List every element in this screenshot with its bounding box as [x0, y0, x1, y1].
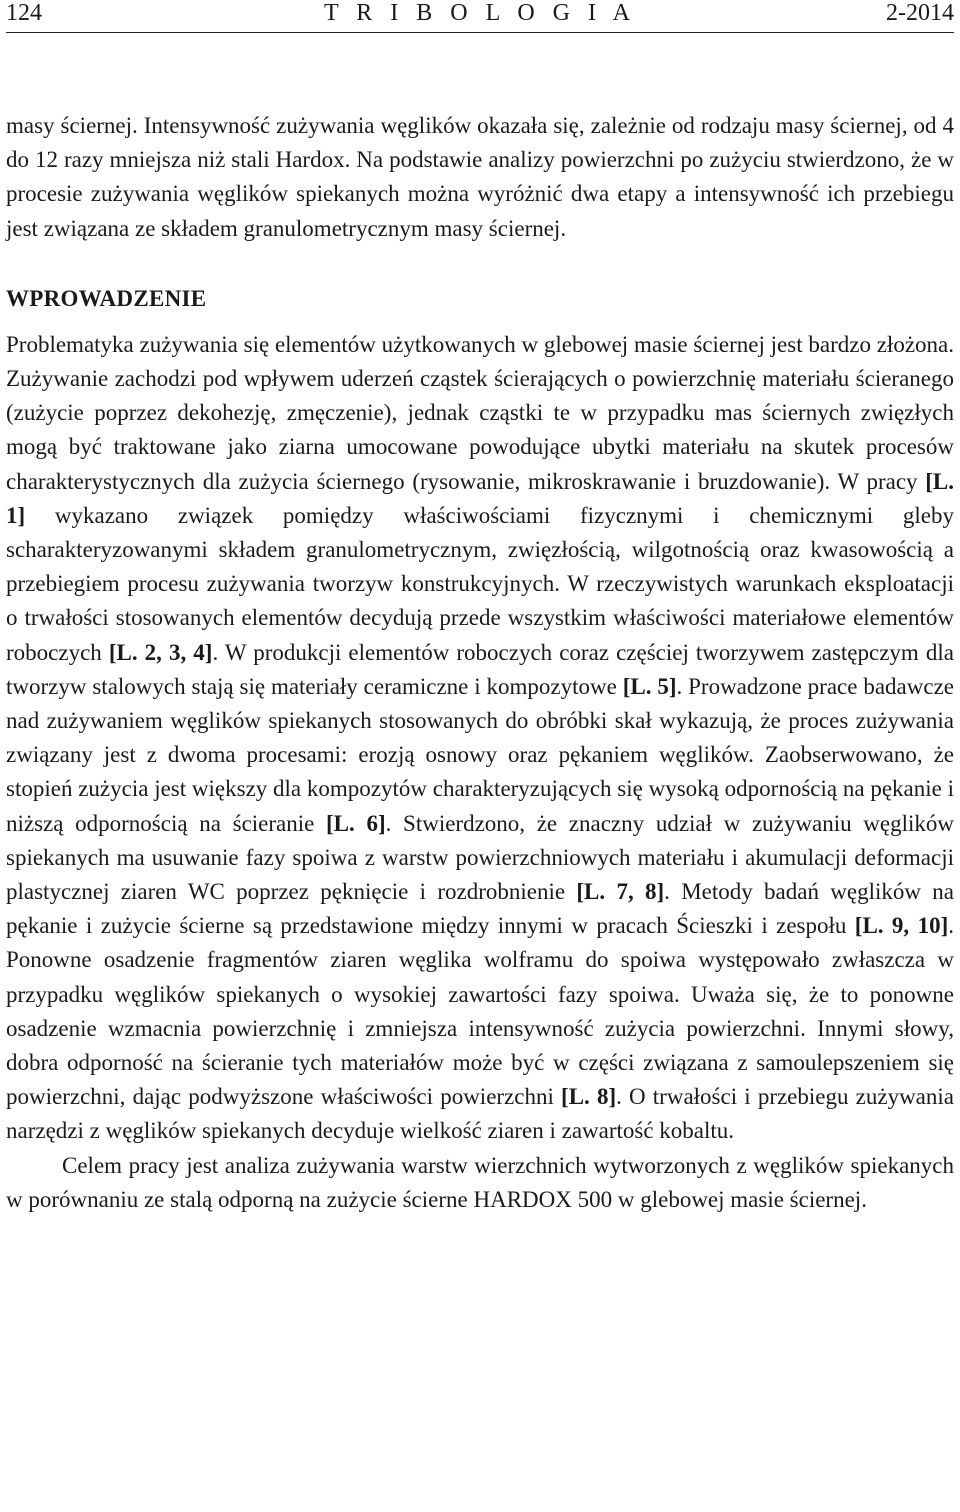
reference-citation: [L. 9, 10]	[854, 913, 949, 939]
issue-number: 2-2014	[886, 0, 954, 26]
main-paragraph	[6, 328, 954, 1149]
page-number: 124	[6, 0, 42, 26]
document-page	[6, 0, 954, 1217]
text-segment: Problematyka zużywania się elementów użytkowanych w glebowej masie ściernej jest bardzo złożona. Zużywanie zachodzi pod wpływem uderzeń cząstek ścierających o powierzchnię materiału ścieranego (zużycie poprzez dekohezję, zmęczenie), jednak cząstki te w przypadku mas ściernych zwięzłych mogą być traktowane jako ziarna umocowane powodujące ubytki materiału na skutek procesów charakterystycznych dla zużycia ściernego (rysowanie, mikroskrawanie i bruzdowanie). W pracy	[6, 331, 954, 494]
text-segment: . Stwierdzono, że znaczny udział w zużywaniu węglików spiekanych ma usuwanie fazy spoiwa z warstw powierzchniowych materiału i akumulacji deformacji plastycznej ziaren WC poprzez pęknięcie i rozdrobnienie	[6, 810, 954, 905]
text-segment: . Prowadzone prace badawcze nad zużywaniem węglików spiekanych stosowanych do obróbki skał wykazują, że proces zużywania związany jest z dwoma procesami: erozją osnowy oraz pękaniem węglików. Zaobserwowano, że stopień zużycia jest większy dla kompozytów charakteryzujących się wysoką odpornością na pękanie i niższą odpornością na ścieranie	[6, 673, 954, 836]
text-segment: . Ponowne osadzenie fragmentów ziaren węglika wolframu do spoiwa występowało zwłaszcza w przypadku węglików spiekanych o wysokiej zawartości fazy spoiwa. Uważa się, że to ponowne osadzenie wzmacnia powierzchnię i zmniejsza intensywność zużycia powierzchni. Innymi słowy, dobra odporność na ścieranie tych materiałów może być w części związana z samoulepszeniem się powierzchni, dając podwyższone właściwości powierzchni	[6, 913, 954, 1110]
text-segment: . Metody badań węglików na pękanie i zużycie ścierne są przedstawione między innymi w pracach Ścieszki i zespołu	[6, 879, 954, 939]
final-paragraph: Celem pracy jest analiza zużywania warstw wierzchnich wytworzonych z węglików spiekanych w porównaniu ze stalą odporną na zużycie ścierne HARDOX 500 w glebowej masie ściernej.	[6, 1152, 954, 1212]
running-header	[6, 0, 954, 33]
text-segment: . W produkcji elementów roboczych coraz częściej tworzywem zastępczym dla tworzyw stalowych stają się materiały ceramiczne i kompozytowe	[6, 639, 954, 699]
reference-citation: [L. 2, 3, 4]	[108, 639, 213, 665]
section-heading: WPROWADZENIE	[6, 285, 207, 311]
text-segment: wykazano związek pomiędzy właściwościami fizycznymi i chemicznymi gleby scharakteryzowanymi składem granulometrycznym, zwięzłością, wilgotnością oraz kwasowością a przebiegiem procesu zużywania tworzyw konstrukcyjnych. W rzeczywistych warunkach eksploatacji o trwałości stosowanych elementów decydują przede wszystkim właściwości materiałowe elementów roboczych	[6, 502, 954, 665]
reference-citation: [L. 5]	[622, 673, 677, 699]
intro-paragraph: masy ściernej. Intensywność zużywania węglików okazała się, zależnie od rodzaju masy ściernej, od 4 do 12 razy mniejsza niż stali Hardox. Na podstawie analizy powierzchni po zużyciu stwierdzono, że w procesie zużywania węglików spiekanych można wyróżnić dwa etapy a intensywność ich przebiegu jest związana ze składem granulometrycznym masy ściernej.	[6, 113, 954, 241]
text-segment: . O trwałości i przebiegu zużywania narzędzi z węglików spiekanych decyduje wielkość ziaren i zawartość kobaltu.	[6, 1084, 954, 1144]
reference-citation: [L. 1]	[6, 468, 954, 528]
reference-citation: [L. 7, 8]	[576, 879, 665, 905]
reference-citation: [L. 6]	[326, 810, 386, 836]
journal-name: T R I B O L O G I A	[324, 0, 636, 26]
reference-citation: [L. 8]	[561, 1084, 617, 1110]
